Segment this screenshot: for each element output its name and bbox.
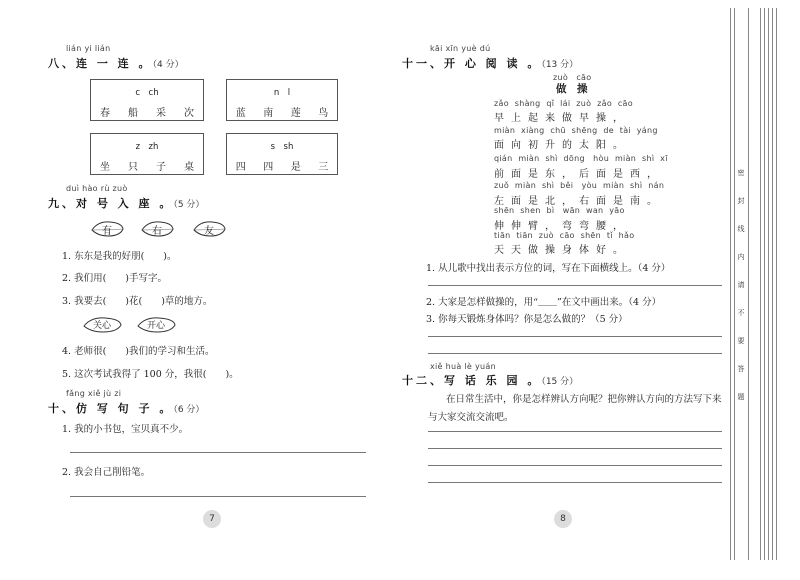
page-number-left: 7 (203, 510, 221, 528)
page-number-right: 8 (554, 510, 572, 528)
s10-title-text: 十、仿 写 句 子 。 (48, 402, 174, 415)
poem-line-hanzi: 天天做操身体好。 (494, 245, 630, 256)
connect-box-3 (90, 133, 204, 175)
poem-line (494, 153, 668, 180)
poem-line-pinyin: miàn xiàng chū shēng de tài yáng (494, 126, 658, 135)
connect-char[interactable]: 鸟 (318, 108, 329, 119)
connect-box-4 (226, 133, 338, 175)
answer-line[interactable] (428, 336, 722, 337)
connect-char[interactable]: 采 (156, 108, 166, 119)
s11-title (402, 55, 578, 71)
poem-line-pinyin: tiān tiān zuò cāo shēn tǐ hǎo (494, 231, 635, 240)
connect-char[interactable]: 是 (290, 162, 301, 173)
poem-line-pinyin: shēn shen bì wān wan yāo (494, 206, 625, 215)
s9-score: （5 分） (173, 200, 205, 210)
s12-prompt-line1: 在日常生活中，你是怎样辨认方向呢？把你辨认方向的方法写下来 (446, 394, 722, 405)
s10-score: （6 分） (173, 405, 205, 415)
binding-char: 不 (737, 309, 745, 317)
answer-line[interactable] (70, 496, 366, 497)
answer-line[interactable] (428, 465, 722, 466)
connect-box-pinyin: n l (273, 88, 291, 98)
s12-prompt-line2: 与大家交流交流吧。 (428, 412, 514, 423)
poem-line (494, 99, 633, 124)
s10-pinyin: fǎng xiě jù zi (66, 389, 122, 398)
connect-char[interactable]: 南 (263, 108, 274, 119)
poem-line-hanzi: 前面是东，后面是西， (494, 169, 664, 180)
binding-char: 要 (737, 337, 745, 345)
binding-char: 请 (737, 281, 745, 289)
s9-title-text: 九、对 号 入 座 。 (48, 197, 174, 210)
binding-line (768, 8, 769, 560)
answer-line[interactable] (428, 285, 722, 286)
connect-char[interactable]: 子 (156, 162, 166, 173)
poem-line (494, 205, 630, 232)
connect-char[interactable]: 次 (184, 108, 194, 119)
s9-q4: 4. 老师很( )我们的学习和生活。 (62, 346, 215, 357)
connect-box-2 (226, 79, 338, 121)
leaf-card (136, 316, 176, 334)
answer-line[interactable] (428, 353, 722, 354)
leaf-char: 有 (102, 226, 112, 237)
connect-char[interactable]: 蓝 (235, 108, 246, 119)
s11-score: （13 分） (541, 60, 579, 70)
leaf-card (140, 220, 174, 238)
poem-line-hanzi: 左面是北，右面是南。 (494, 196, 664, 207)
s9-pinyin: duì hào rù zuò (66, 184, 128, 193)
binding-line (776, 8, 777, 560)
s9-q1: 1. 东东是我的好朋( )。 (62, 251, 177, 262)
answer-line[interactable] (428, 431, 722, 432)
binding-char: 答 (737, 365, 745, 373)
connect-char[interactable]: 船 (128, 108, 138, 119)
connect-char[interactable]: 只 (128, 162, 138, 173)
connect-box-pinyin: s sh (270, 142, 294, 152)
binding-line (764, 8, 765, 560)
poem-title: 做 操 (556, 83, 588, 95)
connect-char[interactable]: 春 (100, 108, 110, 119)
binding-char: 线 (737, 225, 745, 233)
poem-line-hanzi: 早上起来做早操， (494, 113, 630, 124)
connect-char[interactable]: 莲 (290, 108, 301, 119)
binding-char: 密 (737, 169, 745, 177)
s9-q2: 2. 我们用( )手写字。 (62, 273, 167, 284)
answer-line[interactable] (428, 448, 722, 449)
s10-q1: 1. 我的小书包，宝贝真不少。 (62, 424, 189, 435)
connect-char[interactable]: 四 (263, 162, 274, 173)
connect-char[interactable]: 三 (318, 162, 329, 173)
poem-line-pinyin: zǎo shàng qǐ lái zuò zǎo cāo (494, 99, 633, 108)
binding-line (748, 8, 749, 560)
connect-char[interactable]: 桌 (184, 162, 194, 173)
s11-title-text: 十一、开 心 阅 读 。 (402, 57, 542, 70)
s8-score: （4 分） (152, 60, 184, 70)
binding-margin (726, 8, 778, 560)
connect-char[interactable]: 四 (235, 162, 246, 173)
poem-title-pinyin: zuò cāo (553, 73, 592, 82)
poem-line (494, 126, 658, 151)
s11-pinyin: kāi xīn yuè dú (430, 44, 491, 53)
binding-line (734, 8, 735, 560)
binding-line (730, 8, 731, 560)
binding-line (772, 8, 773, 560)
connect-char[interactable]: 坐 (100, 162, 110, 173)
s11-q3: 3. 你每天锻炼身体吗？你是怎么做的？（5 分） (426, 314, 628, 325)
answer-line[interactable] (70, 452, 366, 453)
leaf-card (192, 220, 226, 238)
connect-box-1 (90, 79, 204, 121)
binding-char: 题 (737, 393, 745, 401)
leaf-card (90, 220, 124, 238)
s8-title (48, 55, 184, 71)
poem-line-hanzi: 伸伸臂，弯弯腰， (494, 221, 630, 232)
s10-q2: 2. 我会自己削铅笔。 (62, 467, 151, 478)
leaf-char: 友 (204, 226, 214, 237)
s12-score: （15 分） (541, 377, 579, 387)
s12-title-text: 十二、写 话 乐 园 。 (402, 374, 542, 387)
s8-title-text: 八、连 一 连 。 (48, 57, 153, 70)
leaf-char: 右 (152, 226, 162, 237)
leaf-card (82, 316, 122, 334)
s8-pinyin: lián yi lián (66, 44, 111, 53)
s11-q1: 1. 从儿歌中找出表示方位的词，写在下面横线上。（4 分） (426, 263, 671, 274)
poem-line (494, 231, 634, 256)
s10-title (48, 400, 204, 416)
s12-title (402, 372, 578, 388)
leaf-word: 关心 (92, 321, 111, 331)
binding-char: 封 (737, 197, 745, 205)
binding-char: 内 (737, 253, 745, 261)
poem-line-pinyin: qián miàn shì dōng hòu miàn shì xī (494, 154, 668, 163)
binding-line (760, 8, 761, 560)
poem-line-hanzi: 面向初升的太阳。 (494, 140, 630, 151)
s12-pinyin: xiě huà lè yuán (430, 362, 496, 371)
leaf-word: 开心 (146, 321, 165, 331)
poem-line-pinyin: zuǒ miàn shì běi yòu miàn shì nán (494, 181, 665, 190)
s9-q3: 3. 我要去( )花( )草的地方。 (62, 296, 213, 307)
s9-q5: 5. 这次考试我得了 100 分，我很( )。 (62, 369, 239, 380)
connect-box-pinyin: c ch (135, 88, 159, 98)
answer-line[interactable] (428, 482, 722, 483)
poem-line (494, 180, 664, 207)
s9-title (48, 195, 204, 211)
connect-box-pinyin: z zh (135, 142, 159, 152)
s11-q2: 2. 大家是怎样做操的，用“＿＿”在文中画出来。（4 分） (426, 297, 662, 308)
